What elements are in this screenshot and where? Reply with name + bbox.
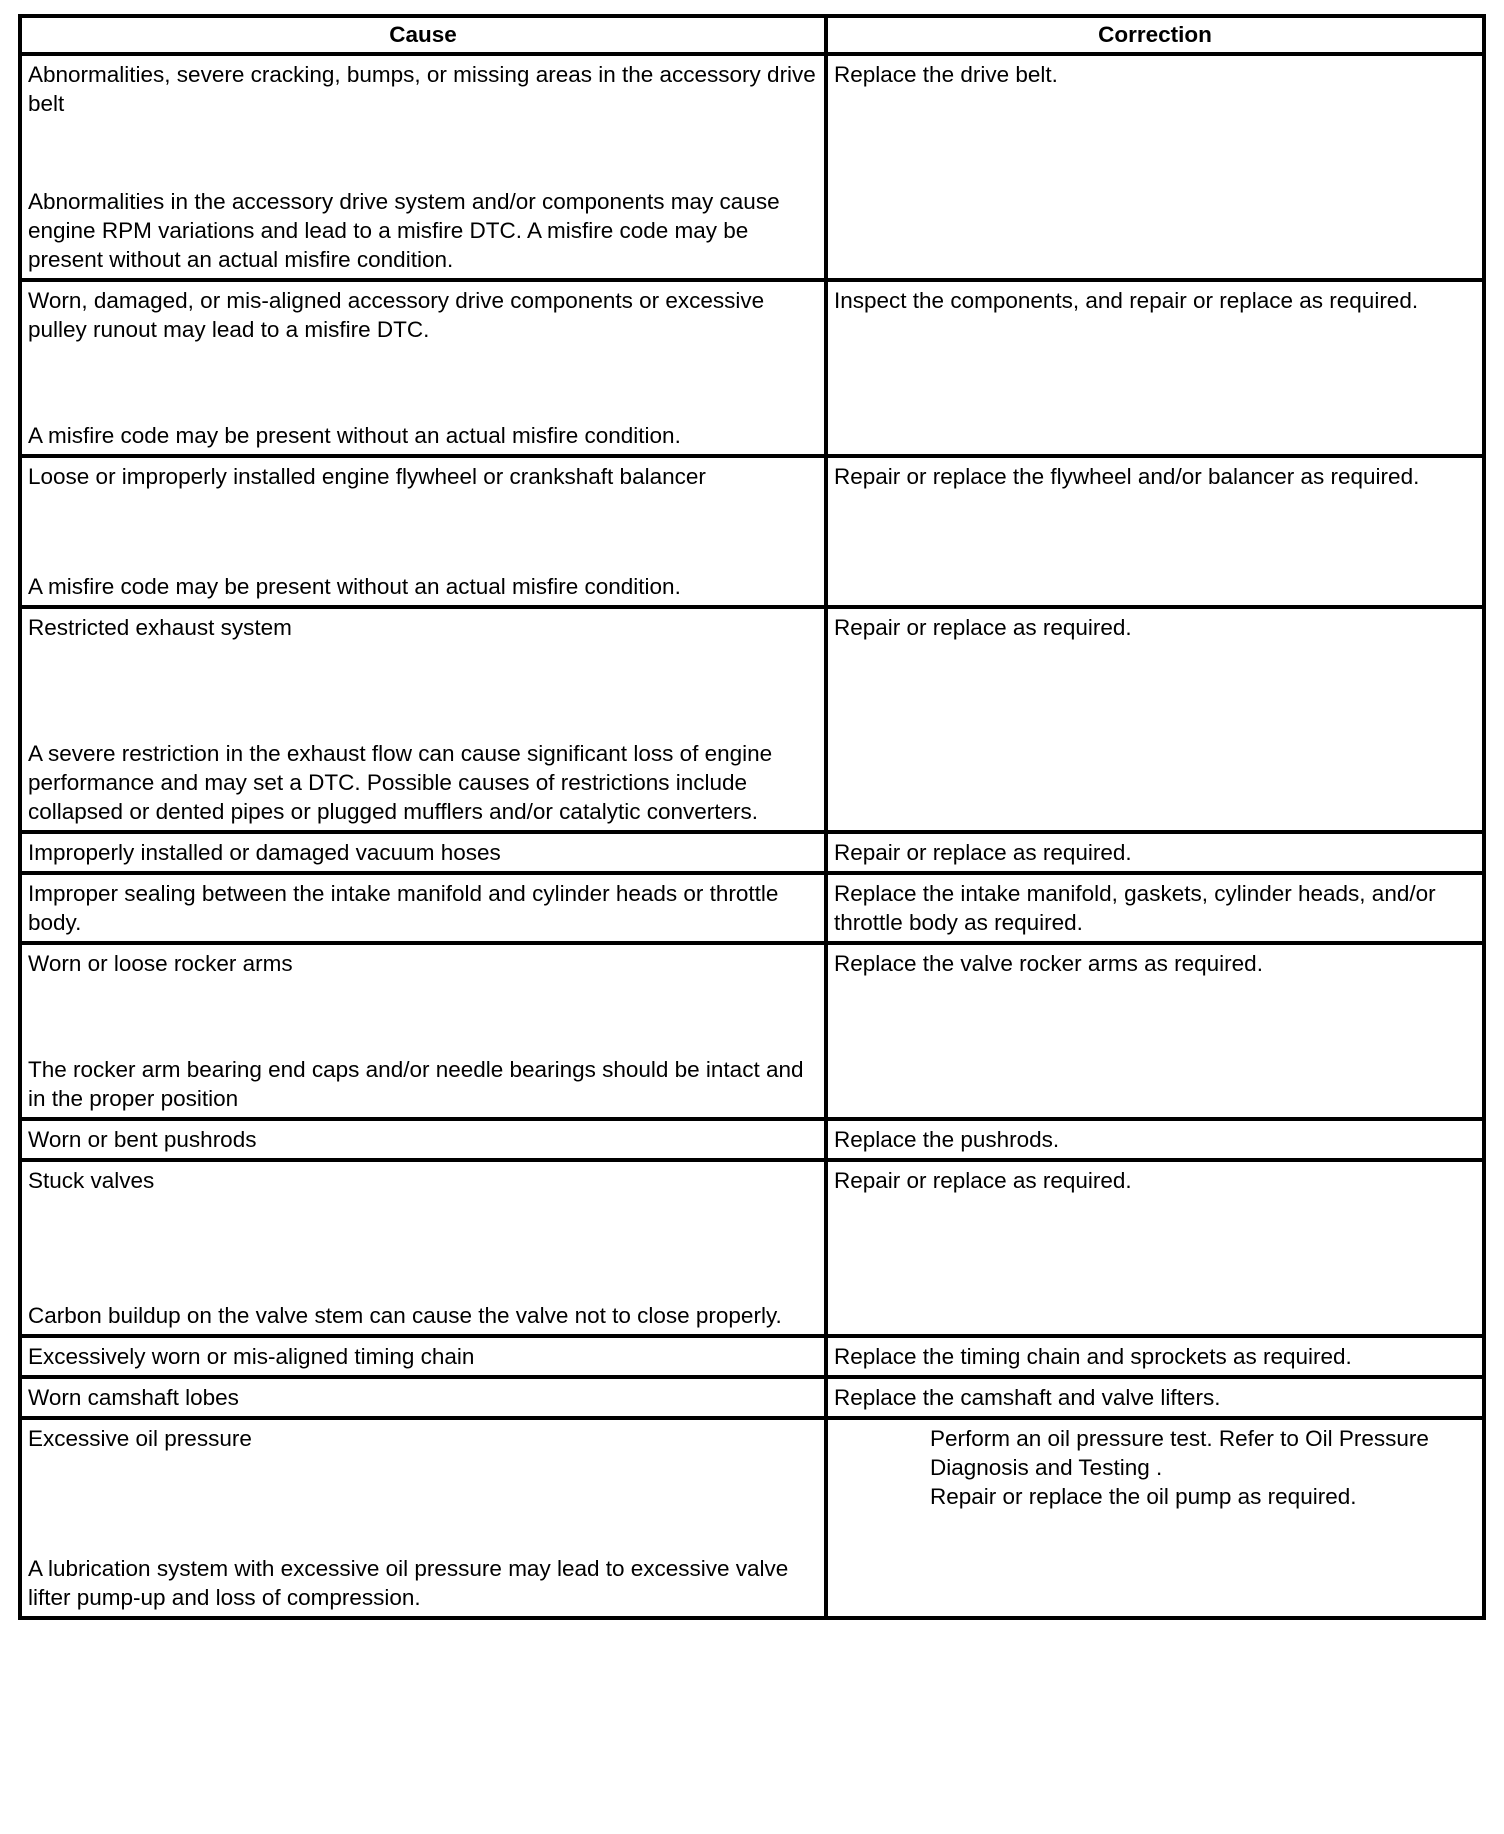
table-row xyxy=(20,54,1484,280)
correction-column-header: Correction xyxy=(826,16,1484,54)
correction-cell xyxy=(826,1336,1484,1377)
cause-note: A lubrication system with excessive oil pressure may lead to excessive valve lifter pump-up and loss of compression. xyxy=(28,1556,789,1610)
correction-cell xyxy=(826,607,1484,832)
table-row xyxy=(20,832,1484,873)
cause-cell xyxy=(20,456,826,607)
correction-cell xyxy=(826,1418,1484,1618)
cause-note: Carbon buildup on the valve stem can cause the valve not to close properly. xyxy=(28,1303,782,1328)
cause-text: Loose or improperly installed engine flywheel or crankshaft balancer xyxy=(28,464,706,489)
correction-step: Repair or replace the oil pump as required. xyxy=(930,1484,1357,1509)
cause-note: Abnormalities in the accessory drive system and/or components may cause engine RPM variations and lead to a misfire DTC. A misfire code may be present without an actual misfire condition. xyxy=(28,189,780,272)
table-row xyxy=(20,1119,1484,1160)
table-row xyxy=(20,280,1484,456)
cause-cell xyxy=(20,832,826,873)
correction-text: Inspect the components, and repair or replace as required. xyxy=(834,288,1419,313)
correction-cell xyxy=(826,943,1484,1119)
cause-note: A misfire code may be present without an actual misfire condition. xyxy=(28,574,681,599)
cause-cell xyxy=(20,873,826,943)
cause-note: A misfire code may be present without an actual misfire condition. xyxy=(28,423,681,448)
cause-column-header: Cause xyxy=(20,16,826,54)
cause-text: Stuck valves xyxy=(28,1168,155,1193)
cause-cell xyxy=(20,1160,826,1336)
cause-cell xyxy=(20,943,826,1119)
cause-text: Worn or loose rocker arms xyxy=(28,951,293,976)
cause-note: A severe restriction in the exhaust flow can cause significant loss of engine performance and may set a DTC. Possible causes of restrictions include collapsed or dented pipes or plugged mufflers and/or catalytic converters. xyxy=(28,741,773,824)
cause-cell xyxy=(20,1336,826,1377)
correction-cell xyxy=(826,456,1484,607)
correction-text: Repair or replace the flywheel and/or balancer as required. xyxy=(834,464,1420,489)
table-row xyxy=(20,1418,1484,1618)
cause-text: Excessive oil pressure xyxy=(28,1426,252,1451)
table-row xyxy=(20,1336,1484,1377)
cause-correction-table xyxy=(18,14,1486,1620)
table-row xyxy=(20,1377,1484,1418)
correction-text: Replace the camshaft and valve lifters. xyxy=(834,1385,1221,1410)
cause-text: Worn, damaged, or mis-aligned accessory drive components or excessive pulley runout may lead to a misfire DTC. xyxy=(28,288,765,342)
cause-cell xyxy=(20,607,826,832)
cause-cell xyxy=(20,1418,826,1618)
cause-text: Worn camshaft lobes xyxy=(28,1385,239,1410)
cause-cell xyxy=(20,54,826,280)
correction-cell xyxy=(826,1160,1484,1336)
correction-text: Replace the drive belt. xyxy=(834,62,1058,87)
table-header-row xyxy=(20,16,1484,54)
correction-cell xyxy=(826,54,1484,280)
correction-text: Replace the valve rocker arms as required. xyxy=(834,951,1263,976)
correction-text: Repair or replace as required. xyxy=(834,1168,1132,1193)
correction-cell xyxy=(826,873,1484,943)
correction-cell xyxy=(826,832,1484,873)
cause-text: Improper sealing between the intake manifold and cylinder heads or throttle body. xyxy=(28,881,779,935)
cause-cell xyxy=(20,280,826,456)
table-row xyxy=(20,607,1484,832)
cause-text: Worn or bent pushrods xyxy=(28,1127,257,1152)
correction-steps xyxy=(834,1424,1476,1511)
correction-cell xyxy=(826,1119,1484,1160)
correction-text: Replace the intake manifold, gaskets, cylinder heads, and/or throttle body as required. xyxy=(834,881,1436,935)
cause-text: Improperly installed or damaged vacuum hoses xyxy=(28,840,501,865)
cause-cell xyxy=(20,1377,826,1418)
correction-text: Repair or replace as required. xyxy=(834,840,1132,865)
table-row xyxy=(20,943,1484,1119)
correction-cell xyxy=(826,1377,1484,1418)
cause-text: Restricted exhaust system xyxy=(28,615,292,640)
table-row xyxy=(20,456,1484,607)
cause-cell xyxy=(20,1119,826,1160)
correction-text: Replace the pushrods. xyxy=(834,1127,1060,1152)
correction-step: Perform an oil pressure test. Refer to Oil Pressure Diagnosis and Testing . xyxy=(930,1426,1429,1480)
correction-text: Repair or replace as required. xyxy=(834,615,1132,640)
cause-text: Excessively worn or mis-aligned timing chain xyxy=(28,1344,475,1369)
table-row xyxy=(20,1160,1484,1336)
table-row xyxy=(20,873,1484,943)
cause-note: The rocker arm bearing end caps and/or needle bearings should be intact and in the proper position xyxy=(28,1057,804,1111)
cause-text: Abnormalities, severe cracking, bumps, or missing areas in the accessory drive belt xyxy=(28,62,816,116)
correction-text: Replace the timing chain and sprockets as required. xyxy=(834,1344,1352,1369)
correction-cell xyxy=(826,280,1484,456)
